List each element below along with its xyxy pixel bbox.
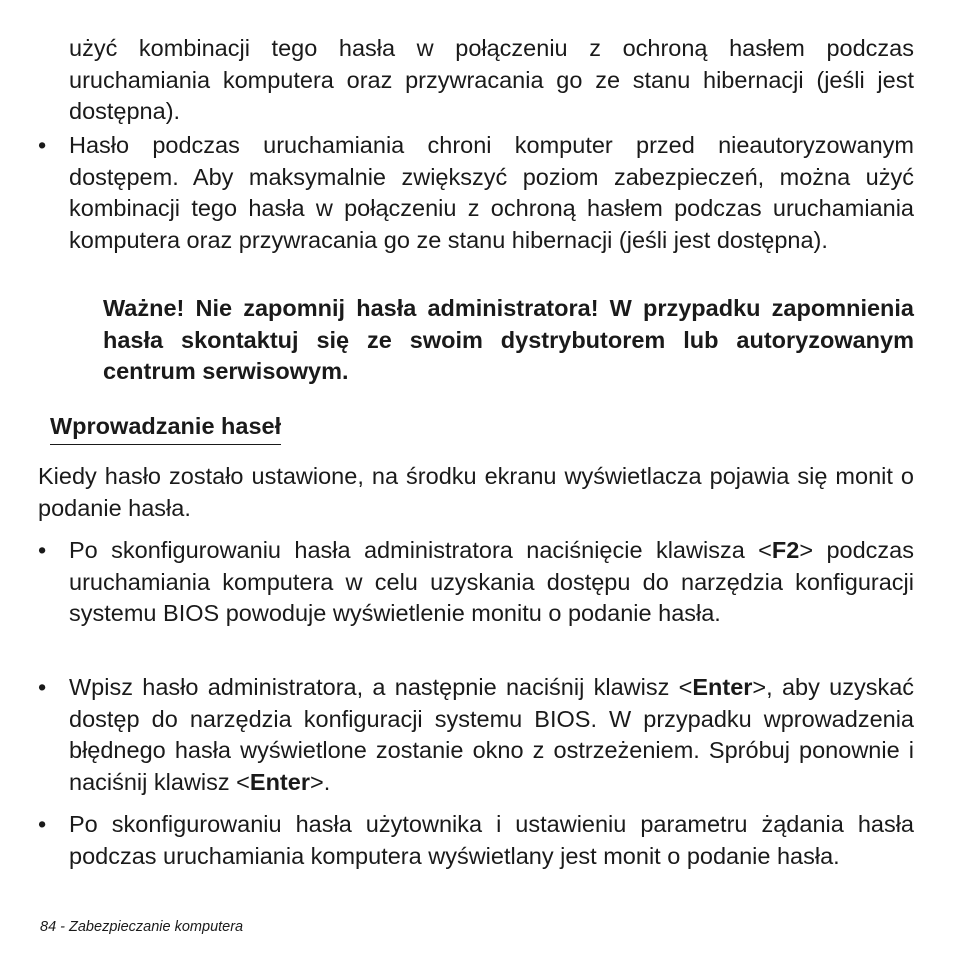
- text-segment: Wpisz hasło administratora, a następnie naciśnij klawisz <: [69, 674, 693, 700]
- important-note: Ważne! Nie zapomnij hasła administratora! W przypadku zapomnienia hasła skontaktuj się ze swoim dystrybutorem lub autoryzowanym centrum serwisowym.: [103, 295, 914, 384]
- text-segment: >, aby uzyskać dostęp do narzędzia konfiguracji systemu BIOS. W przypadku wprowadzenia błędnego hasła wyświetlone zostanie okno z ostrzeżeniem. Spróbuj ponownie i naciśnij klawisz <: [69, 674, 915, 795]
- bullet-item-enter: [38, 672, 914, 798]
- key-name: F2: [771, 537, 800, 563]
- bullet-item-startup-password: [38, 130, 914, 256]
- text-segment: > podczas uruchamiania komputera w celu uzyskania dostępu do narzędzia konfiguracji systemu BIOS powoduje wyświetlenie monitu o podanie hasła.: [69, 537, 915, 626]
- section-intro: Kiedy hasło zostało ustawione, na środku ekranu wyświetlacza pojawia się monit o podanie hasła.: [38, 463, 914, 521]
- key-name: Enter: [692, 674, 753, 700]
- bullet-marker: •: [38, 811, 47, 837]
- text-segment: Po skonfigurowaniu hasła administratora naciśnięcie klawisza <: [69, 537, 772, 563]
- section-heading: Wprowadzanie haseł: [50, 411, 281, 445]
- bullet-item-user-password: [38, 809, 914, 872]
- continued-paragraph: użyć kombinacji tego hasła w połączeniu z ochroną hasłem podczas uruchamiania komputera oraz przywracania go ze stanu hibernacji (jeśli jest dostępna).: [69, 35, 914, 124]
- bullet-text: [69, 672, 914, 798]
- bullet-marker: •: [38, 537, 47, 563]
- bullet-item-f2: [38, 535, 914, 630]
- bullet-text: Hasło podczas uruchamiania chroni komputer przed nieautoryzowanym dostępem. Aby maksymalnie zwiększyć poziom zabezpieczeń, można użyć kombinacji tego hasła w połączeniu z ochroną hasłem podczas uruchamiania komputera oraz przywracania go ze stanu hibernacji (jeśli jest dostępna).: [69, 132, 914, 253]
- key-name: Enter: [249, 768, 310, 795]
- page-footer: 84 - Zabezpieczanie komputera: [40, 919, 244, 935]
- bullet-marker: •: [38, 132, 47, 158]
- text-segment: >.: [309, 768, 331, 795]
- bullet-text: Po skonfigurowaniu hasła użytownika i ustawieniu parametru żądania hasła podczas uruchamiania komputera wyświetlany jest monit o podanie hasła.: [69, 811, 914, 869]
- bullet-marker: •: [38, 674, 47, 700]
- bullet-text: [69, 535, 914, 630]
